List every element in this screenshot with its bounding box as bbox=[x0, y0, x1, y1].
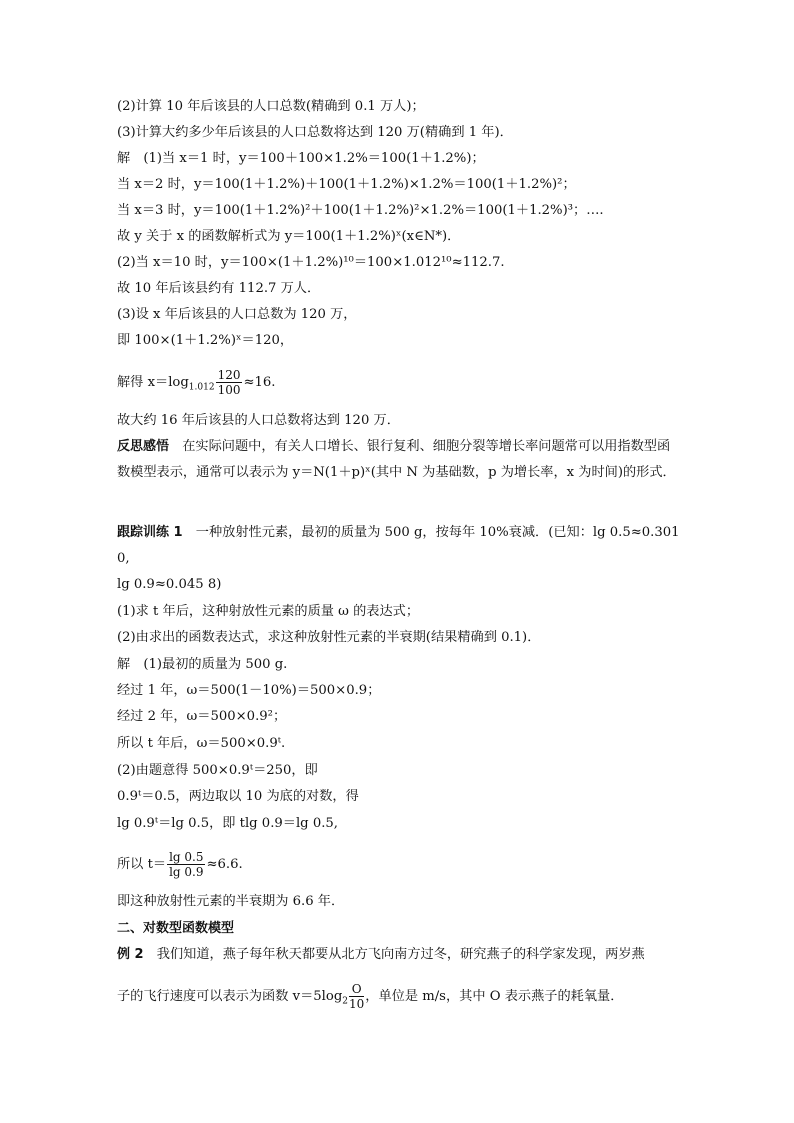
example-line bbox=[117, 946, 645, 964]
denominator: 100 bbox=[217, 383, 241, 397]
text-line: lg 0.9ᵗ＝lg 0.5，即 tlg 0.9＝lg 0.5, bbox=[117, 816, 338, 831]
text-line: (2)由求出的函数表达式，求这种放射性元素的半衰期(结果精确到 0.1)． bbox=[117, 630, 541, 645]
eq-suffix: ≈6.6. bbox=[206, 857, 243, 872]
reflection-text: 在实际问题中，有关人口增长、银行复利、细胞分裂等增长率问题常可以用指数型函数模型表示，通常可以表示为 y＝N(1＋p)ˣ(其中 N 为基础数，p 为增长率，x 为时间)的形式． bbox=[117, 439, 676, 480]
text-line: (3)计算大约多少年后该县的人口总数将达到 120 万(精确到 1 年)． bbox=[117, 125, 513, 140]
numerator: lg 0.5 bbox=[169, 850, 204, 864]
text-line: (1)求 t 年后，这种射放性元素的质量 ω 的表达式； bbox=[117, 604, 420, 619]
text-line: lg 0.9≈0.045 8) bbox=[117, 577, 222, 592]
equation-line bbox=[117, 368, 276, 397]
eq-suffix: ≈16. bbox=[243, 375, 276, 390]
denominator: lg 0.9 bbox=[169, 865, 204, 879]
fraction bbox=[167, 850, 205, 879]
eq-prefix: 解得 x＝log bbox=[117, 375, 189, 390]
example-text: 我们知道，燕子每年秋天都要从北方飞向南方过冬，研究燕子的科学家发现，两岁燕 bbox=[143, 947, 645, 962]
fraction bbox=[216, 368, 243, 397]
example-label: 例 2 bbox=[117, 947, 144, 962]
section-heading: 二、对数型函数模型 bbox=[117, 921, 235, 936]
reflection-label: 反思感悟 bbox=[117, 439, 170, 454]
text-line: 即这种放射性元素的半衰期为 6.6 年． bbox=[117, 894, 345, 909]
formula-suffix: ，单位是 m/s，其中 O 表示燕子的耗氧量． bbox=[365, 989, 624, 1004]
log-base: 2 bbox=[342, 996, 348, 1007]
text-line: 解 (1)最初的质量为 500 g. bbox=[117, 657, 288, 672]
text-line: 0, bbox=[117, 551, 130, 566]
text-line: 0.9ᵗ＝0.5，两边取以 10 为底的对数，得 bbox=[117, 789, 359, 804]
text-line: (3)设 x 年后该县的人口总数为 120 万， bbox=[117, 307, 357, 322]
fraction bbox=[349, 982, 364, 1011]
text-line: 当 x＝3 时，y＝100(1＋1.2%)²＋100(1＋1.2%)²×1.2%＝100(1＋1.2%)³；…. bbox=[117, 203, 604, 218]
text-line: 故 y 关于 x 的函数解析式为 y＝100(1＋1.2%)ˣ(x∈N*)． bbox=[117, 229, 461, 244]
numerator: O bbox=[349, 982, 364, 997]
denominator: 10 bbox=[349, 997, 365, 1011]
text-line: 所以 t 年后，ω＝500×0.9ᵗ. bbox=[117, 736, 286, 751]
formula-prefix: 子的飞行速度可以表示为函数 v＝5log bbox=[117, 989, 343, 1004]
text-line: (2)由题意得 500×0.9ᵗ＝250，即 bbox=[117, 763, 318, 778]
text-line: (2)计算 10 年后该县的人口总数(精确到 0.1 万人)； bbox=[117, 99, 425, 114]
text-line: (2)当 x＝10 时，y＝100×(1＋1.2%)¹⁰＝100×1.012¹⁰≈112.7. bbox=[117, 255, 505, 270]
numerator: 120 bbox=[217, 368, 241, 382]
text-line: 经过 2 年，ω＝500×0.9²； bbox=[117, 709, 287, 724]
exercise-line bbox=[117, 524, 680, 542]
text-line: 解 (1)当 x＝1 时，y＝100＋100×1.2%＝100(1＋1.2%)； bbox=[117, 151, 485, 166]
log-base: 1.012 bbox=[188, 382, 215, 393]
text-line: 即 100×(1＋1.2%)ˣ＝120， bbox=[117, 333, 294, 348]
reflection-paragraph bbox=[117, 434, 682, 486]
exercise-text: 一种放射性元素，最初的质量为 500 g，按每年 10%衰减．(已知：lg 0.5≈0.301 bbox=[182, 525, 680, 540]
text-line: 当 x＝2 时，y＝100(1＋1.2%)＋100(1＋1.2%)×1.2%＝100(1＋1.2%)²； bbox=[117, 177, 576, 192]
equation-line bbox=[117, 850, 243, 879]
text-line: 故大约 16 年后该县的人口总数将达到 120 万． bbox=[117, 413, 400, 428]
example-formula-line bbox=[117, 982, 623, 1011]
exercise-label: 跟踪训练 1 bbox=[117, 525, 183, 540]
text-line: 经过 1 年，ω＝500(1－10%)＝500×0.9； bbox=[117, 683, 381, 698]
eq-prefix: 所以 t＝ bbox=[117, 857, 167, 872]
text-line: 故 10 年后该县约有 112.7 万人． bbox=[117, 281, 321, 296]
